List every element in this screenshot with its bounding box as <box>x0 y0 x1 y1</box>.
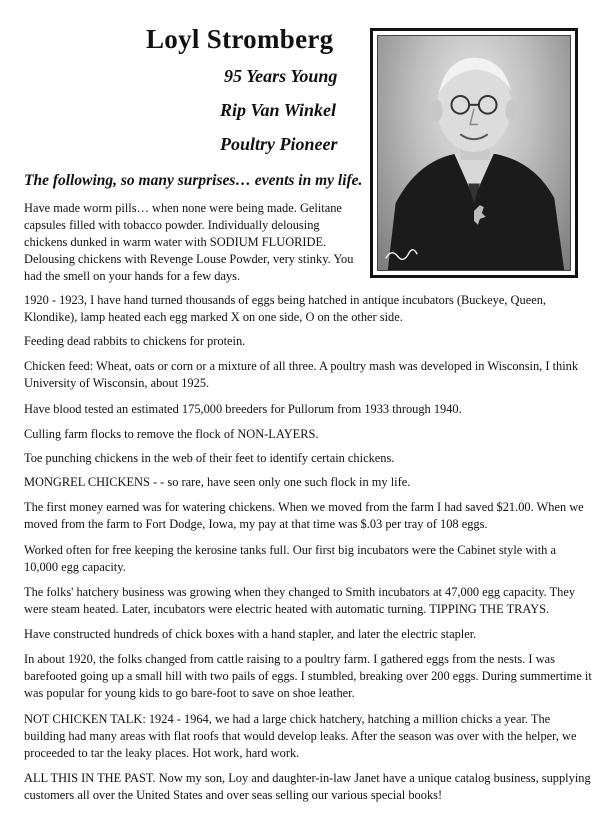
portrait-image <box>377 35 571 271</box>
paragraph-chicken-feed: Chicken feed: Wheat, oats or corn or a mixture of all three. A poultry mash was developed in Wisconsin, I think University of Wisconsin, about 1925. <box>24 359 579 390</box>
portrait-illustration <box>378 36 570 270</box>
subtitle-role: Poultry Pioneer <box>220 134 338 154</box>
paragraph-incubators: 1920 - 1923, I have hand turned thousands of eggs being hatched in antique incubators (Buckeye, Queen, Klondike), lamp heated each egg marked X on one side, O on the other side. <box>24 293 546 324</box>
paragraph-not-chicken-talk: NOT CHICKEN TALK: 1924 - 1964, we had a large chick hatchery, hatching a million chicks a year. The building had many areas with flat roofs that would develop leaks. After the season was over with the helper, we proceeded to tar the leaky places. Hot work, hard work. <box>24 712 577 760</box>
paragraph-first-money: The first money earned was for watering chickens. When we moved from the farm I had saved $21.00. When we moved from the farm to Fort Dodge, Iowa, my pay at that time was $.03 per tray of 108 eggs. <box>24 500 584 531</box>
subtitle-nickname: Rip Van Winkel <box>220 100 337 120</box>
portrait-photo <box>370 28 578 278</box>
paragraph-culling: Culling farm flocks to remove the flock of NON-LAYERS. <box>24 427 319 441</box>
paragraph-chick-boxes: Have constructed hundreds of chick boxes with a hand stapler, and later the electric stapler. <box>24 627 477 641</box>
subtitle-age: 95 Years Young <box>224 66 338 86</box>
paragraph-hatchery: The folks' hatchery business was growing when they changed to Smith incubators at 47,000 egg capacity. They were steam heated. Later, incubators were electric heated with automatic turning. TIPPING THE TRAYS. <box>24 585 576 616</box>
paragraph-all-this: ALL THIS IN THE PAST. Now my son, Loy and daughter-in-law Janet have a unique catalog business, supplying customers all over the United States and over seas selling our various special books! <box>24 771 591 802</box>
intro-heading: The following, so many surprises… events in my life. <box>24 172 363 189</box>
paragraph-rabbits: Feeding dead rabbits to chickens for protein. <box>24 334 246 348</box>
paragraph-mongrel: MONGREL CHICKENS - - so rare, have seen only one such flock in my life. <box>24 475 411 489</box>
page-title: Loyl Stromberg <box>146 24 334 54</box>
paragraph-poultry-farm: In about 1920, the folks changed from cattle raising to a poultry farm. I gathered eggs from the nests. I was barefooted going up a small hill with two pails of eggs. I stumbled, breaking over 200 eggs. During summertime it was popular for young kids to go bare-foot to save on shoe leather. <box>24 652 592 700</box>
paragraph-blood-tests: Have blood tested an estimated 175,000 breeders for Pullorum from 1933 through 1940. <box>24 402 462 416</box>
paragraph-kerosine: Worked often for free keeping the kerosine tanks full. Our first big incubators were the Cabinet style with a 10,000 egg capacity. <box>24 543 556 574</box>
paragraph-worm-pills: Have made worm pills… when none were being made. Gelitane capsules filled with tobacco powder. Individually delousing chickens dunked in warm water with SODIUM FLUORIDE. Delousing chickens with Revenge Louse Powder, very stinky. You had the smell on your hands for a few days. <box>24 201 354 283</box>
paragraph-toe-punching: Toe punching chickens in the web of their feet to identify certain chickens. <box>24 451 395 465</box>
